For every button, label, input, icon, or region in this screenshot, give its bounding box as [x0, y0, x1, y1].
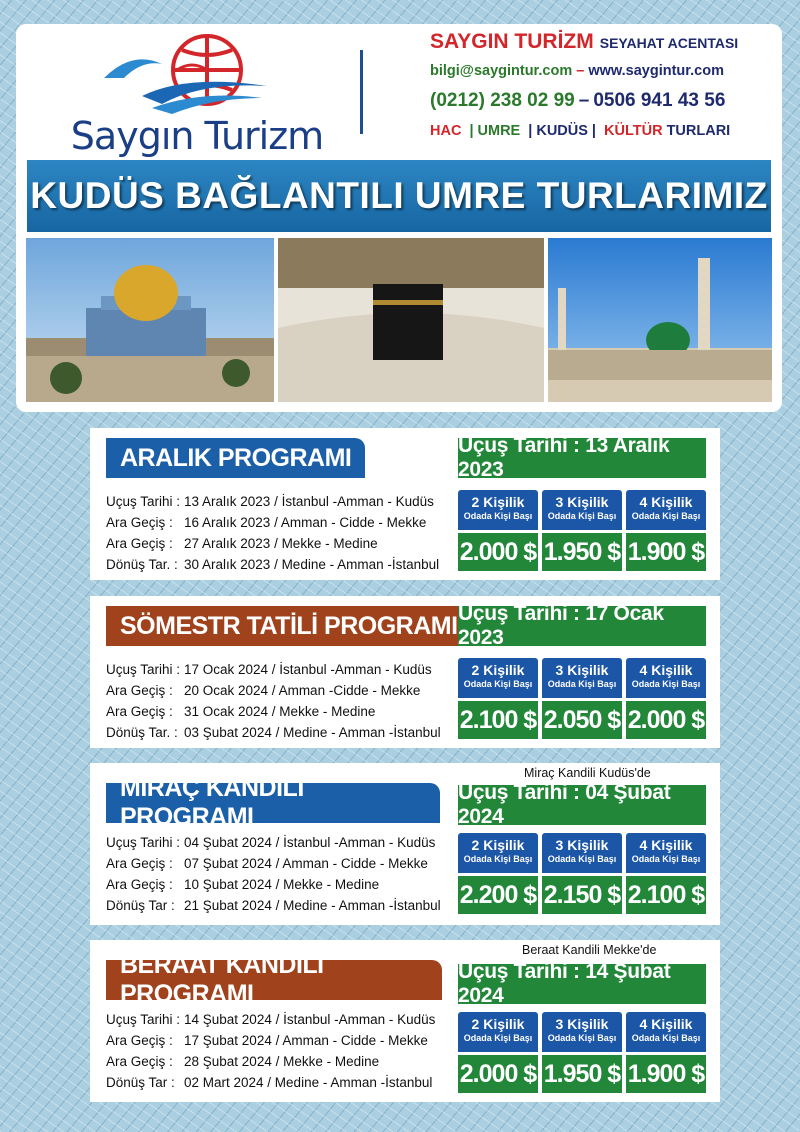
itinerary-value: 28 Şubat 2024 / Mekke - Medine — [184, 1054, 380, 1069]
itinerary-label: Dönüş Tar. : — [106, 557, 178, 572]
tag-kudus: | KUDÜS | — [528, 123, 596, 139]
itinerary-value: 17 Şubat 2024 / Amman - Cidde - Mekke — [184, 1033, 428, 1048]
program-card-mirac — [90, 763, 720, 925]
itinerary — [106, 662, 441, 746]
itinerary — [106, 835, 441, 919]
price-column — [626, 658, 706, 739]
room-type: 2 Kişilik Odada Kişi Başı — [458, 490, 538, 530]
itinerary-label: Ara Geçiş : — [106, 1033, 173, 1048]
price-column — [626, 1012, 706, 1093]
price-column — [458, 490, 538, 571]
itinerary-value: 20 Ocak 2024 / Amman -Cidde - Mekke — [184, 683, 421, 698]
agency-email[interactable]: bilgi@saygintur.com — [430, 63, 573, 79]
medina-green-dome-photo — [548, 238, 772, 402]
itinerary-label: Uçuş Tarihi : — [106, 494, 181, 509]
flight-date-badge: Uçuş Tarihi : 17 Ocak 2023 — [458, 606, 706, 646]
price-column — [458, 658, 538, 739]
price-value: 1.900 $ — [626, 1055, 706, 1093]
price-column — [458, 833, 538, 914]
flight-date-badge: Uçuş Tarihi : 04 Şubat 2024 — [458, 785, 706, 825]
price-value: 1.950 $ — [542, 1055, 622, 1093]
itinerary-value: 02 Mart 2024 / Medine - Amman -İstanbul — [184, 1075, 433, 1090]
program-title: ARALIK PROGRAMI — [106, 438, 365, 478]
itinerary-row — [106, 494, 439, 515]
room-type: 4 Kişilik Odada Kişi Başı — [626, 658, 706, 698]
program-title: BERAAT KANDİLİ PROGRAMI — [106, 960, 442, 1000]
itinerary-value: 17 Ocak 2024 / İstanbul -Amman - Kudüs — [184, 662, 432, 677]
itinerary-value: 30 Aralık 2023 / Medine - Amman -İstanbul — [184, 557, 440, 572]
itinerary-label: Ara Geçiş : — [106, 704, 173, 719]
itinerary-value: 13 Aralık 2023 / İstanbul -Amman - Kudüs — [184, 494, 434, 509]
price-value: 2.200 $ — [458, 876, 538, 914]
itinerary-row — [106, 1033, 435, 1054]
room-type: 4 Kişilik Odada Kişi Başı — [626, 833, 706, 873]
price-value: 1.950 $ — [542, 533, 622, 571]
mecca-kaaba-photo — [278, 238, 544, 402]
itinerary — [106, 494, 439, 578]
itinerary-label: Uçuş Tarihi : — [106, 835, 181, 850]
room-type: 4 Kişilik Odada Kişi Başı — [626, 1012, 706, 1052]
itinerary-label: Uçuş Tarihi : — [106, 1012, 181, 1027]
itinerary-value: 31 Ocak 2024 / Mekke - Medine — [184, 704, 376, 719]
itinerary-value: 04 Şubat 2024 / İstanbul -Amman - Kudüs — [184, 835, 436, 850]
room-type: 2 Kişilik Odada Kişi Başı — [458, 833, 538, 873]
price-value: 2.000 $ — [458, 1055, 538, 1093]
itinerary-value: 16 Aralık 2023 / Amman - Cidde - Mekke — [184, 515, 427, 530]
itinerary-row — [106, 662, 441, 683]
main-banner: KUDÜS BAĞLANTILI UMRE TURLARIMIZ — [27, 160, 771, 232]
program-title: SÖMESTR TATİLİ PROGRAMI — [106, 606, 472, 646]
price-column — [626, 833, 706, 914]
itinerary-label: Ara Geçiş : — [106, 856, 173, 871]
photo-strip — [26, 238, 772, 402]
company-logo — [52, 30, 342, 160]
program-card-aralik — [90, 428, 720, 580]
itinerary-row — [106, 704, 441, 725]
itinerary-label: Ara Geçiş : — [106, 515, 173, 530]
itinerary-label: Ara Geçiş : — [106, 877, 173, 892]
flight-date-badge: Uçuş Tarihi : 13 Aralık 2023 — [458, 438, 706, 478]
jerusalem-dome-of-the-rock-photo — [26, 238, 274, 402]
room-type: 2 Kişilik Odada Kişi Başı — [458, 658, 538, 698]
price-value: 2.000 $ — [458, 533, 538, 571]
price-column — [542, 490, 622, 571]
itinerary-row — [106, 1075, 435, 1096]
agency-contact: SAYGIN TURİZM SEYAHAT ACENTASI bilgi@saygintur.com – www.saygintur.com (0212) 238 02 99 – 0506 941 43 56 HAC | UMRE | KUDÜS | KÜLTÜR TURLARI — [430, 30, 770, 139]
itinerary — [106, 1012, 435, 1096]
price-table — [458, 490, 706, 571]
price-column — [458, 1012, 538, 1093]
room-type: 3 Kişilik Odada Kişi Başı — [542, 490, 622, 530]
price-table — [458, 1012, 706, 1093]
price-value: 2.000 $ — [626, 701, 706, 739]
itinerary-value: 27 Aralık 2023 / Mekke - Medine — [184, 536, 378, 551]
itinerary-row — [106, 898, 441, 919]
itinerary-label: Dönüş Tar. : — [106, 725, 178, 740]
price-table — [458, 833, 706, 914]
itinerary-label: Uçuş Tarihi : — [106, 662, 181, 677]
program-title: MİRAÇ KANDİLİ PROGRAMI — [106, 783, 440, 823]
agency-name: SAYGIN TURİZM — [430, 30, 594, 53]
tag-turlari: TURLARI — [666, 123, 731, 139]
price-column — [542, 658, 622, 739]
itinerary-row — [106, 877, 441, 898]
agency-mobile[interactable]: 0506 941 43 56 — [593, 90, 726, 111]
agency-phone[interactable]: (0212) 238 02 99 — [430, 90, 575, 111]
itinerary-label: Dönüş Tar : — [106, 898, 175, 913]
itinerary-value: 03 Şubat 2024 / Medine - Amman -İstanbul — [184, 725, 441, 740]
tag-umre: | UMRE — [469, 123, 521, 139]
itinerary-value: 07 Şubat 2024 / Amman - Cidde - Mekke — [184, 856, 428, 871]
itinerary-label: Ara Geçiş : — [106, 1054, 173, 1069]
itinerary-row — [106, 856, 441, 877]
header-divider — [360, 50, 363, 134]
tag-hac: HAC — [430, 123, 462, 139]
price-value: 2.150 $ — [542, 876, 622, 914]
price-column — [542, 1012, 622, 1093]
price-value: 2.100 $ — [458, 701, 538, 739]
program-note: Beraat Kandili Mekke'de — [522, 943, 657, 957]
program-note: Miraç Kandili Kudüs'de — [524, 766, 651, 780]
itinerary-label: Ara Geçiş : — [106, 683, 173, 698]
tour-tags — [430, 123, 770, 139]
tag-kultur: KÜLTÜR — [604, 123, 663, 139]
price-value: 2.050 $ — [542, 701, 622, 739]
price-column — [626, 490, 706, 571]
itinerary-row — [106, 1012, 435, 1033]
room-type: 3 Kişilik Odada Kişi Başı — [542, 1012, 622, 1052]
itinerary-value: 14 Şubat 2024 / İstanbul -Amman - Kudüs — [184, 1012, 436, 1027]
room-type: 3 Kişilik Odada Kişi Başı — [542, 658, 622, 698]
program-card-beraat — [90, 940, 720, 1102]
itinerary-label: Dönüş Tar : — [106, 1075, 175, 1090]
room-type: 2 Kişilik Odada Kişi Başı — [458, 1012, 538, 1052]
price-table — [458, 658, 706, 739]
program-card-somestr — [90, 596, 720, 748]
agency-type: SEYAHAT ACENTASI — [599, 35, 739, 51]
header-card — [16, 24, 782, 412]
itinerary-row — [106, 1054, 435, 1075]
itinerary-row — [106, 557, 439, 578]
flight-date-badge: Uçuş Tarihi : 14 Şubat 2024 — [458, 964, 706, 1004]
itinerary-row — [106, 683, 441, 704]
agency-website[interactable]: www.saygintur.com — [588, 63, 724, 79]
itinerary-row — [106, 515, 439, 536]
room-type: 3 Kişilik Odada Kişi Başı — [542, 833, 622, 873]
room-type: 4 Kişilik Odada Kişi Başı — [626, 490, 706, 530]
itinerary-row — [106, 835, 441, 856]
itinerary-value: 21 Şubat 2024 / Medine - Amman -İstanbul — [184, 898, 441, 913]
itinerary-value: 10 Şubat 2024 / Mekke - Medine — [184, 877, 380, 892]
logo-text: Saygın Turizm — [70, 114, 324, 158]
price-column — [542, 833, 622, 914]
itinerary-row — [106, 725, 441, 746]
globe-wave-logo-icon — [102, 30, 272, 114]
itinerary-row — [106, 536, 439, 557]
price-value: 1.900 $ — [626, 533, 706, 571]
price-value: 2.100 $ — [626, 876, 706, 914]
itinerary-label: Ara Geçiş : — [106, 536, 173, 551]
